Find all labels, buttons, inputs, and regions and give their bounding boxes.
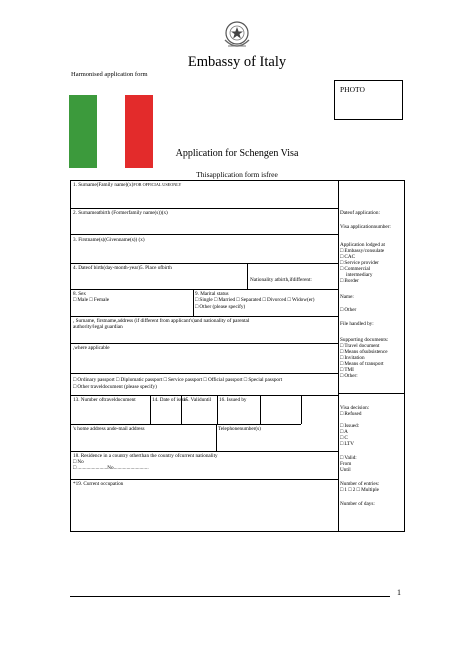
supporting-option-4[interactable]: □ TMI bbox=[340, 367, 354, 373]
field-current-occupation[interactable]: *19. Current occupation bbox=[73, 481, 124, 487]
application-form bbox=[70, 180, 405, 532]
field-date-of-birth[interactable]: 4. Dateof birth(day-month-year)5. Place ofbirth bbox=[73, 265, 172, 271]
passport-other-option[interactable]: □ Other traveldocument (please specify) bbox=[73, 384, 157, 390]
footer-rule bbox=[70, 596, 390, 597]
other-option[interactable]: □ Other bbox=[340, 307, 357, 313]
supporting-option-3[interactable]: □ Means of transport bbox=[340, 361, 384, 367]
field-residence-other-country: 18. Residence in a country otherthan the country ofcurrent nationality bbox=[73, 453, 218, 459]
field-sex-label: 8. Sex bbox=[73, 291, 86, 297]
field-telephone[interactable]: Telephonenumber(s) bbox=[218, 426, 261, 432]
entries-options[interactable]: □ 1 □ 2 □ Multiple bbox=[340, 487, 379, 493]
supporting-option-5[interactable]: □ Other: bbox=[340, 373, 358, 379]
visa-application-number-label: Visa applicationnumber: bbox=[340, 224, 391, 230]
field-home-address[interactable]: 's home address ande-mail address bbox=[73, 426, 145, 432]
field-date-of-issue[interactable]: 14. Date of issue bbox=[152, 397, 187, 403]
lodged-option-1[interactable]: □ CAC bbox=[340, 254, 356, 260]
field-surname[interactable]: 1. Surname(Family name)(x)FOR OFFICIAL USEONLY bbox=[73, 182, 182, 188]
visa-option-0[interactable]: □ Refused bbox=[340, 411, 362, 417]
marital-other-option[interactable]: □ Other (please specify) bbox=[195, 304, 246, 310]
lodged-option-3[interactable]: □ Commercial bbox=[340, 266, 371, 272]
italian-emblem-icon bbox=[220, 18, 254, 54]
field-issued-by[interactable]: 16. Issued by bbox=[219, 397, 247, 403]
visa-option-1[interactable]: □ Issued: bbox=[340, 423, 360, 429]
lodged-option-2[interactable]: □ Service provider bbox=[340, 260, 379, 266]
harmonised-label: Harmonised application form bbox=[71, 71, 148, 78]
residence-no-option[interactable]: □ No bbox=[73, 459, 84, 465]
valid-option[interactable]: □ Valid: bbox=[340, 455, 357, 461]
form-title: Application for Schengen Visa bbox=[175, 148, 299, 159]
field-marital-status-label: 9. Marital status bbox=[195, 291, 229, 297]
visa-option-3[interactable]: □ C bbox=[340, 435, 348, 441]
field-surname-at-birth[interactable]: 2. Surnameatbirth (Formerfamily name(s))(x) bbox=[73, 210, 168, 216]
file-handled-label: File handled by: bbox=[340, 321, 374, 327]
valid-until-label: Until bbox=[340, 467, 351, 473]
field-where-applicable[interactable]: ,where applicable bbox=[73, 345, 110, 351]
photo-label: PHOTO bbox=[340, 85, 365, 94]
field-place-of-birth: 5. Place ofbirth bbox=[139, 265, 172, 271]
supporting-documents-label: Supporting documents: bbox=[340, 337, 389, 343]
field-nationality-at-birth[interactable]: Nationality atbirth,ifdifferent: bbox=[250, 277, 312, 283]
lodged-option-4: intermediary bbox=[346, 272, 373, 278]
field-travel-document-number[interactable]: 13. Number oftraveldocument bbox=[73, 397, 136, 403]
visa-decision-label: Visa decision: bbox=[340, 405, 370, 411]
number-of-entries-label: Number of entries: bbox=[340, 481, 380, 487]
official-use-label: FOR OFFICIAL USEONLY bbox=[133, 182, 182, 187]
lodged-option-5[interactable]: □ Border bbox=[340, 278, 359, 284]
visa-option-2[interactable]: □ A bbox=[340, 429, 348, 435]
residence-yes-option[interactable]: □ .......................No........................... bbox=[73, 465, 149, 471]
page-number: 1 bbox=[397, 588, 401, 597]
supporting-option-0[interactable]: □ Travel document bbox=[340, 343, 380, 349]
supporting-option-1[interactable]: □ Means ofsubsistence bbox=[340, 349, 388, 355]
lodged-option-0[interactable]: □ Embassy/consulate bbox=[340, 248, 385, 254]
date-of-application-label: Dateof application: bbox=[340, 210, 380, 216]
field-valid-until[interactable]: 15. Validuntil bbox=[183, 397, 212, 403]
free-note: Thisapplication form isfree bbox=[196, 170, 278, 179]
passport-type-options[interactable]: □ Ordinary passport □ Diplomatic passport □ Service passport □ Official passport □ Special passport bbox=[73, 377, 283, 383]
marital-options[interactable]: □ Single □ Married □ Separated □ Divorced □ Widow(er) bbox=[195, 297, 315, 303]
field-guardian[interactable]: , Surname, firstname,address (if different from applicant's)and nationality of parental authority/legal guardian bbox=[73, 318, 250, 331]
lodged-at-label: Application lodged at bbox=[340, 242, 385, 248]
name-label: Name: bbox=[340, 294, 354, 300]
sex-options[interactable]: □ Male □ Female bbox=[73, 297, 110, 303]
embassy-title: Embassy of Italy bbox=[187, 54, 287, 70]
visa-option-4[interactable]: □ LTV bbox=[340, 441, 355, 447]
photo-box bbox=[334, 80, 403, 120]
supporting-option-2[interactable]: □ Invitation bbox=[340, 355, 365, 361]
valid-from-label: From bbox=[340, 461, 352, 467]
number-of-days-label: Number of days: bbox=[340, 501, 375, 507]
field-first-names[interactable]: 3. Firstname(s)(Givenname(s)) (x) bbox=[73, 237, 145, 243]
